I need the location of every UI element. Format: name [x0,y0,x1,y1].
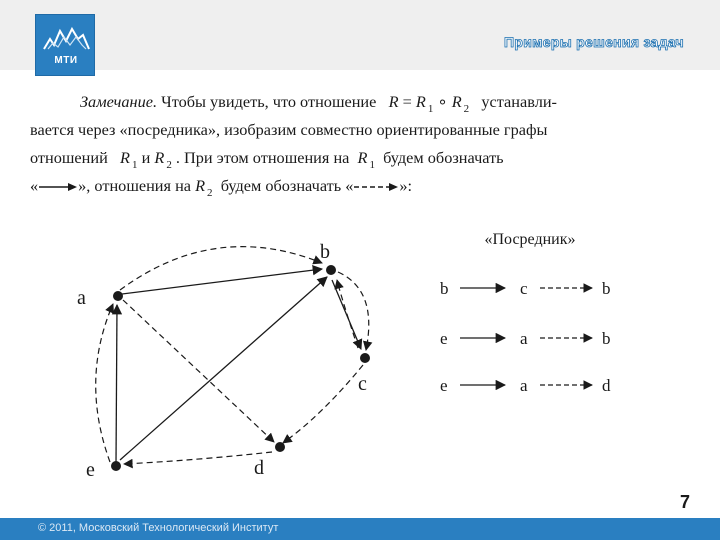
row-from: e [440,376,448,395]
edge-r1-a-b [122,269,322,294]
remark-text: будем обозначать [383,148,504,167]
intermediary-title: «Посредник» [484,231,576,248]
edge-r2-c-d [283,365,363,443]
symbol-r: R [388,92,399,111]
remark-text: вается через «посредника», изобразим совместно ориентированные графы [30,120,548,139]
edge-r2-b-c [338,272,369,350]
edge-r2-a-d [123,300,274,442]
node-label-e: e [86,459,95,481]
graph-node-c [360,353,370,363]
graph-node-e [111,461,121,471]
symbol-r1: R [120,148,130,167]
row-mid: a [520,329,528,348]
subscript: 2 [463,103,470,115]
symbol-r2: R [195,176,206,195]
symbol-r1: R [415,92,426,111]
remark-text: »: [399,176,413,195]
node-label-d: d [254,457,264,479]
slide-title: Примеры решения задач [504,34,684,50]
subscript: 1 [369,159,375,171]
page-number: 7 [679,492,690,512]
graph-node-b [326,265,336,275]
row-to: b [602,329,611,348]
remark-text: . При этом отношения на [175,148,350,167]
node-label-b: b [320,241,330,263]
remark-text: и [141,148,151,167]
row-from: e [440,329,448,348]
node-label-a: a [77,287,86,309]
remark-text: будем обозначать « [220,176,354,195]
subscript: 2 [166,159,172,171]
node-label-c: c [358,373,367,395]
edge-r2-c-b [337,280,358,348]
row-mid: c [520,279,528,298]
intermediary-row-3 [440,376,611,395]
remark-text: устанавли- [481,92,557,111]
graph-node-d [275,442,285,452]
logo-text: МТИ [54,55,78,66]
graph-node-a [113,291,123,301]
remark-label: Замечание. [80,92,158,111]
intermediary-row-2 [440,329,611,348]
composition-sign: ∘ [437,92,448,111]
row-mid: a [520,376,528,395]
edge-r2-a-b [120,247,322,290]
edge-r1-e-a [116,305,117,464]
subscript: 1 [131,159,138,171]
subscript: 2 [207,187,213,199]
symbol-r2: R [154,148,165,167]
remark-text: отношений [30,148,108,167]
symbol-r2: R [451,92,462,111]
row-to: d [602,376,611,395]
remark-text: Чтобы увидеть, что отношение [161,92,377,111]
row-to: b [602,279,611,298]
edge-r2-d-e [124,452,272,464]
remark-text: « [30,176,39,195]
remark-text: », отношения на [78,176,192,195]
row-from: b [440,279,449,298]
intermediary-row-1 [440,279,611,298]
subscript: 1 [427,103,434,115]
symbol-r1: R [357,148,368,167]
edge-r2-e-a [96,304,113,462]
footer-bar [0,518,720,540]
equals-sign: = [402,92,412,111]
footer-copyright: © 2011, Московский Технологический Институт [38,522,279,534]
